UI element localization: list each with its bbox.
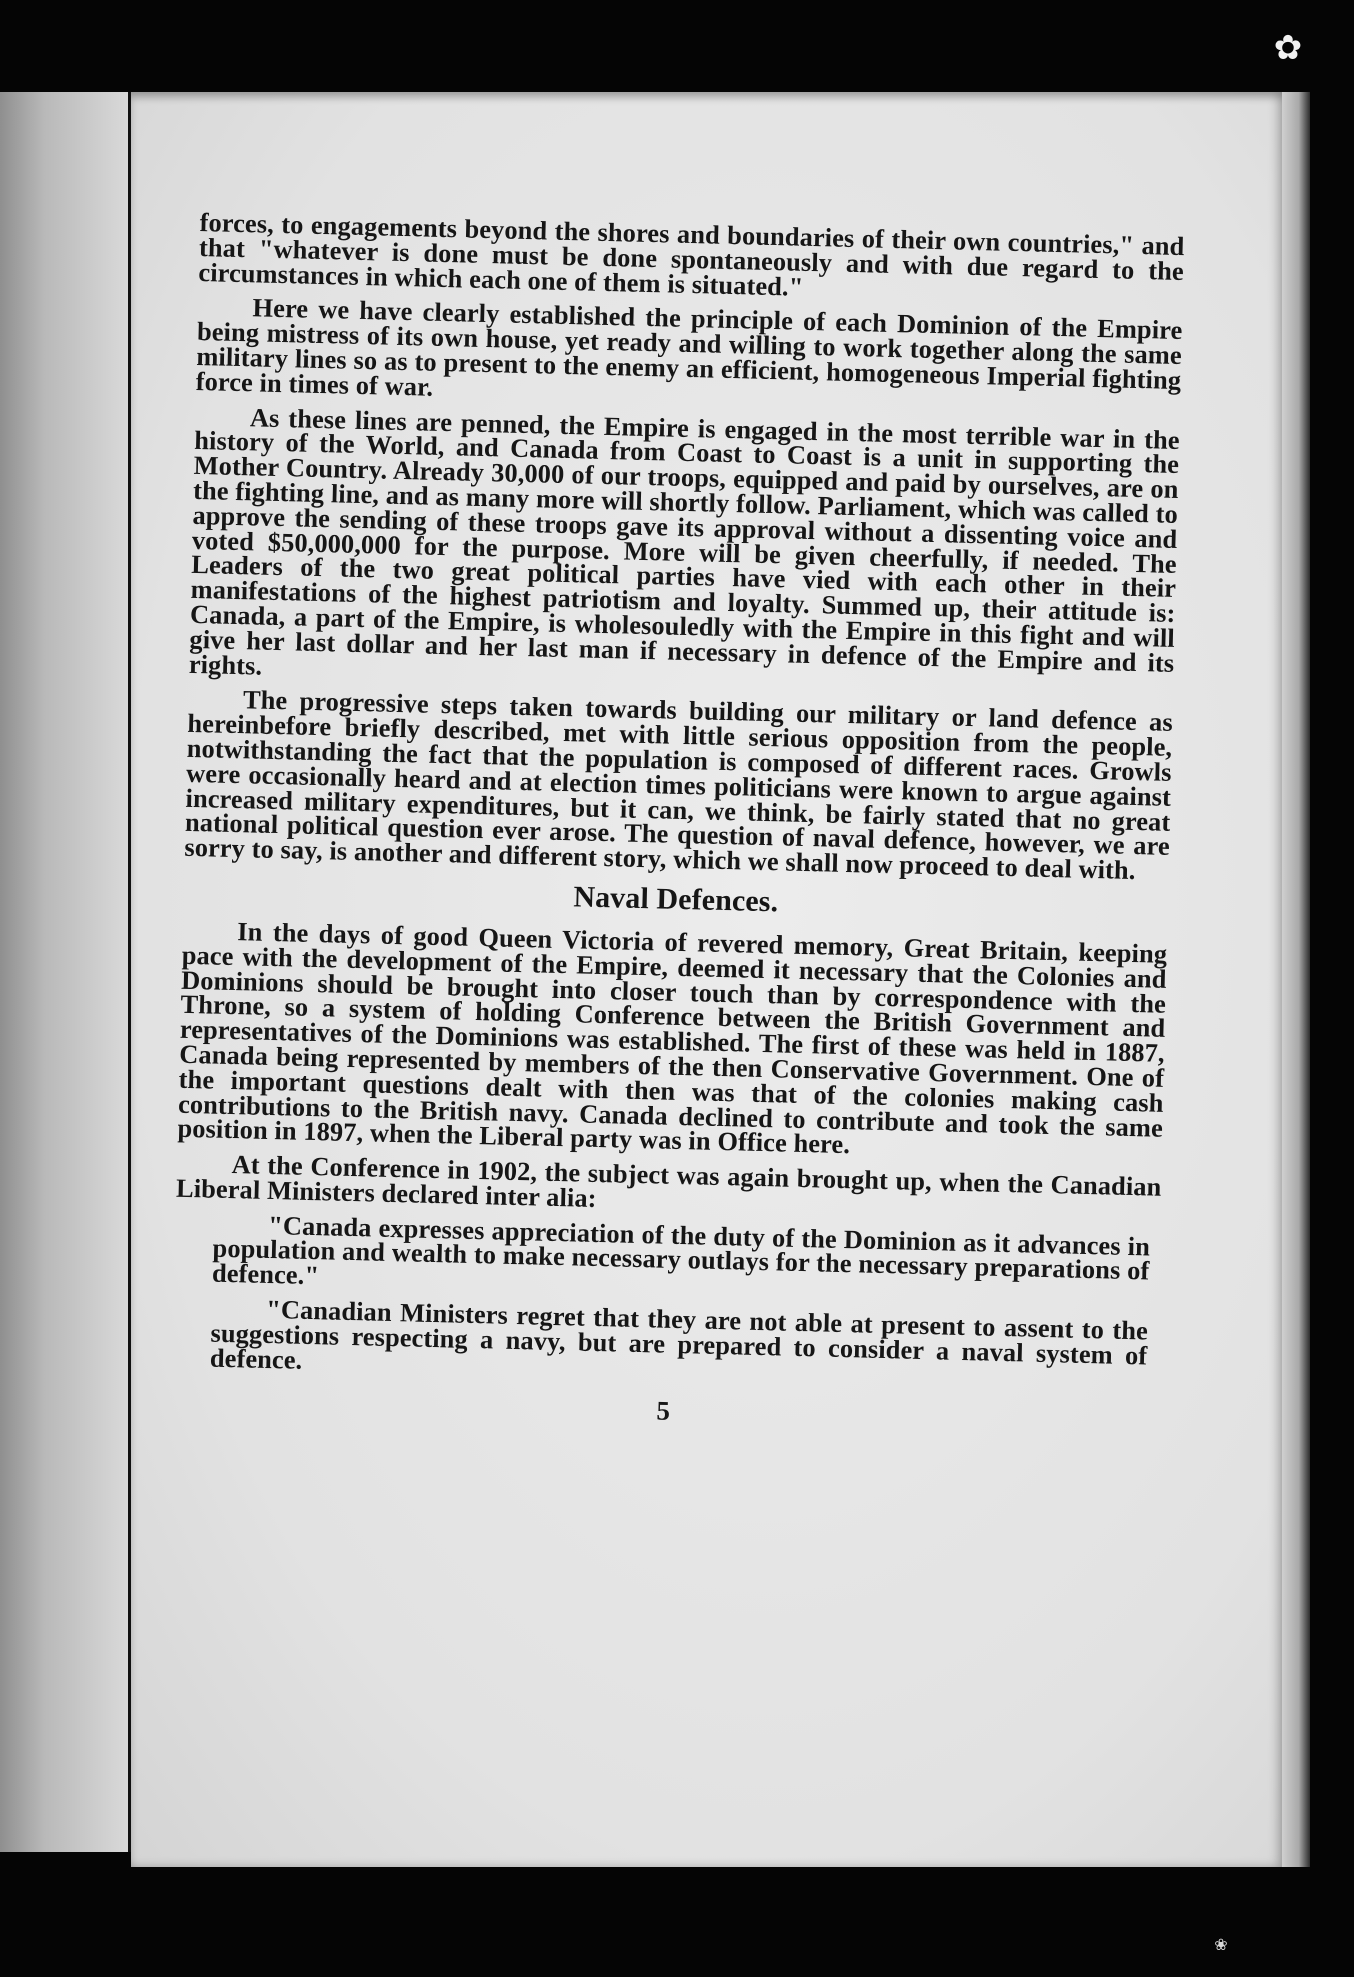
page-edge-right — [1282, 92, 1310, 1867]
section-heading: Naval Defences. — [573, 880, 779, 919]
corner-ornament-icon: ✿ — [1273, 28, 1303, 68]
page-text — [171, 207, 1185, 1436]
paragraph-5: In the days of good Queen Victoria of revered memory, Great Britain, keeping pace with the development of the Empire, deemed it necessary that the Colonies and Dominions should be brought into closer touch than by correspondence with the Throne, so a system of holding Conference between the British Government and representatives of the Dominions was established. The first of these was held in 1887, Canada being represented by members of the then Conservative Government. One of the important questions dealt with then was that of the colonies making cash contributions to the British navy. Canada declined to contribute and took the same position in 1897, when the Liberal party was in Office here. — [177, 916, 1168, 1160]
paragraph-1: forces, to engagements beyond the shores and boundaries of their own countries," and that "whatever is done must be done spontaneously and with due regard to the circumstances in which each one of them is situated." — [198, 207, 1185, 302]
paragraph-3: As these lines are penned, the Empire is engaged in the most terrible war in the history of the World, and Canada from Coast to Coast is a unit in supporting the Mother Country. Already 30,000 of our troops, equipped and paid by ourselves, are on the fighting line, and as many more will shortly follow. Parliament, which was called to approve the sending of these troops gave its approval without a dissenting voice and voted $50,000,000 for the purpose. More will be given cheerfully, if needed. The Leaders of the two great political parties have vied with each other in their manifestations of the highest patriotism and loyalty. Summed up, their attitude is: Canada, a part of the Empire, is wholesouledly with the Empire in this fight and will give her last dollar and her last man if necessary in defence of the Empire and its rights. — [188, 401, 1181, 681]
quote-1: "Canada expresses appreciation of the duty of the Dominion as it advances in population and wealth to make necessary outlays for the necessary preparations of defence." — [211, 1209, 1151, 1291]
left-page-edge — [0, 92, 132, 1852]
paragraph-4: The progressive steps taken towards building our military or land defence as hereinbefore briefly described, met with little serious opposition from the people, notwithstanding the fact that the population is composed of different races. Growls were occasionally heard and at election times politicians were known to argue against increased military expenditures, but it can, we think, be fairly stated that no great national political question ever arose. The question of naval defence, however, we are sorry to say, is another and different story, which we shall now proceed to deal with. — [184, 684, 1174, 886]
quote-2: "Canadian Ministers regret that they are not able at present to assent to the suggestions respecting a navy, but are prepared to consider a naval system of defence. — [209, 1294, 1149, 1375]
page-number: 5 — [656, 1395, 671, 1427]
bottom-ornament-icon: ❀ — [1214, 1935, 1228, 1954]
paragraph-2: Here we have clearly established the principle of each Dominion of the Empire being mistress of its own house, yet ready and willing to work together along the same military lines so as to present to the enemy an efficient, homogeneous Imperial fighting force in times of war. — [195, 292, 1183, 402]
paragraph-6: At the Conference in 1902, the subject was again brought up, when the Canadian Liberal Ministers declared inter alia: — [175, 1149, 1162, 1213]
